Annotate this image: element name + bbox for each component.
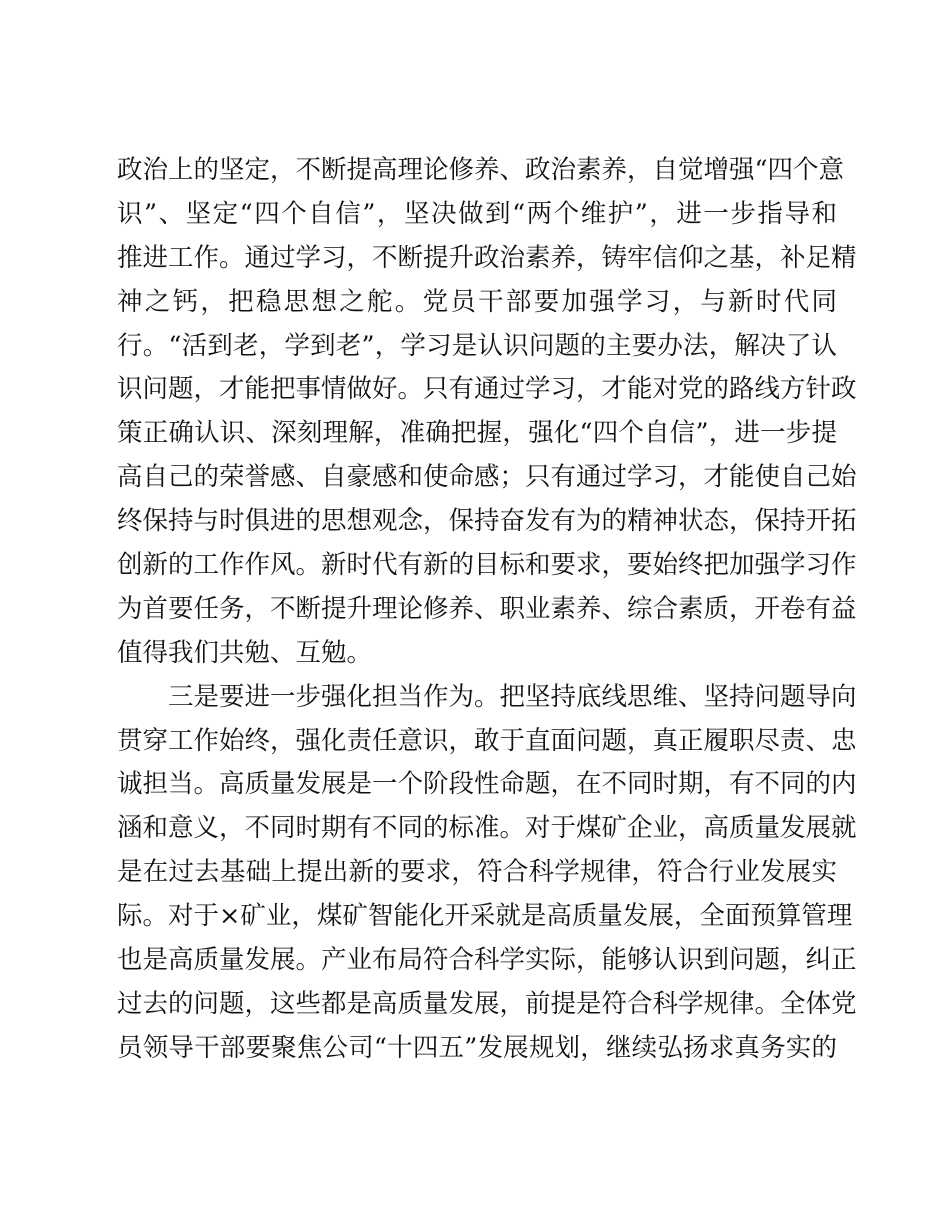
text-line: 终保持与时俱进的思想观念，保持奋发有为的精神状态，保持开拓: [117, 506, 857, 537]
body-text: [117, 149, 857, 1071]
text-line: 创新的工作作风。新时代有新的目标和要求，要始终把加强学习作: [117, 550, 857, 581]
text-line: 员领导干部要聚焦公司“十四五”发展规划，继续弘扬求真务实的: [117, 1032, 837, 1063]
text-line: 为首要任务，不断提升理论修养、职业素养、综合素质，开卷有益: [117, 593, 857, 624]
text-line: 识”、坚定“四个自信”，坚决做到“两个维护”，进一步指导和: [117, 198, 837, 229]
text-line: 政治上的坚定，不断提高理论修养、政治素养，自觉增强“四个意: [117, 155, 845, 185]
text-line: 高自己的荣誉感、自豪感和使命感；只有通过学习，才能使自己始: [117, 462, 857, 493]
text-line: 推进工作。通过学习，不断提升政治素养，铸牢信仰之基，补足精: [117, 242, 857, 273]
text-line: 识问题，才能把事情做好。只有通过学习，才能对党的路线方针政: [117, 374, 857, 405]
text-line: 过去的问题，这些都是高质量发展，前提是符合科学规律。全体党: [117, 988, 857, 1019]
text-line: 际。对于×矿业，煤矿智能化开采就是高质量发展，全面预算管理: [117, 901, 853, 932]
paragraph-first-line: 三是要进一步强化担当作为。把坚持底线思维、坚持问题导向: [168, 681, 857, 712]
text-line: 策正确认识、深刻理解，准确把握，强化“四个自信”，进一步提: [117, 418, 837, 449]
text-line: 是在过去基础上提出新的要求，符合科学规律，符合行业发展实: [117, 857, 837, 888]
text-line: 神之钙，把稳思想之舵。党员干部要加强学习，与新时代同: [117, 286, 837, 317]
text-line: 诚担当。高质量发展是一个阶段性命题，在不同时期，有不同的内: [117, 769, 857, 800]
text-line: 涵和意义，不同时期有不同的标准。对于煤矿企业，高质量发展就: [117, 813, 857, 844]
text-line: 贯穿工作始终，强化责任意识，敢于直面问题，真正履职尽责、忠: [117, 725, 857, 756]
text-line: 也是高质量发展。产业布局符合科学实际，能够认识到问题，纠正: [117, 945, 857, 976]
paragraph-end-line: 值得我们共勉、互勉。: [117, 637, 373, 668]
text-line: 行。“活到老，学到老”，学习是认识问题的主要办法，解决了认: [117, 330, 837, 361]
